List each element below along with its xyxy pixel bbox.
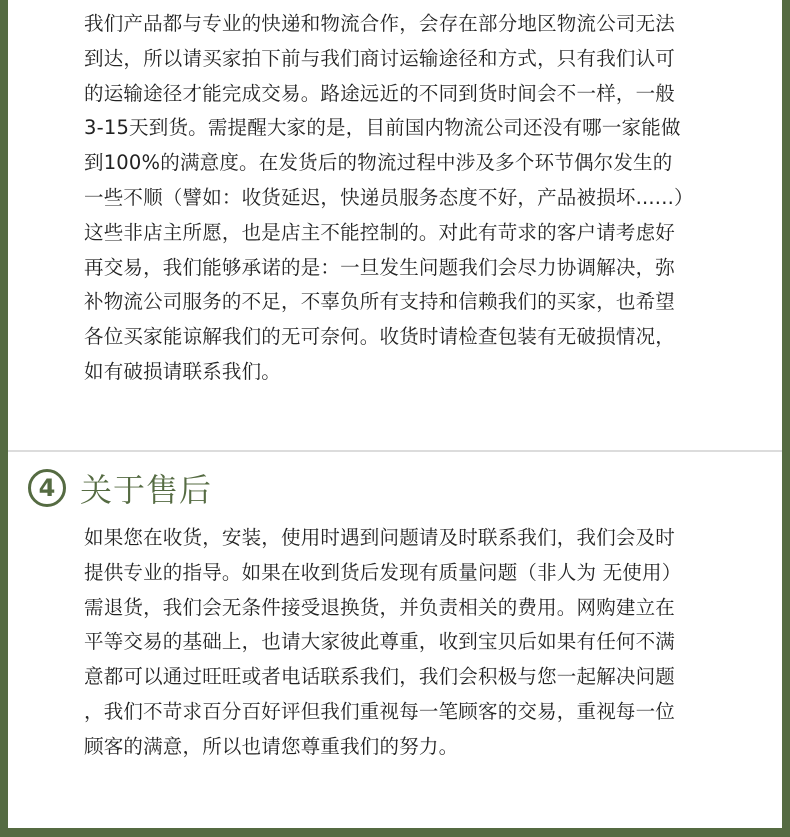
paragraph-line: 一些不顺（譬如：收货延迟，快递员服务态度不好，产品被损坏......） [84, 185, 694, 209]
paragraph-line: 意都可以通过旺旺或者电话联系我们，我们会积极与您一起解决问题 [84, 665, 676, 689]
after-sales-paragraph [84, 521, 774, 765]
paragraph-line: 到达，所以请买家拍下前与我们商讨运输途径和方式，只有我们认可 [84, 46, 676, 70]
section-divider [8, 450, 782, 452]
paragraph-line: 需退货，我们会无条件接受退换货，并负责相关的费用。网购建立在 [84, 595, 676, 619]
frame-border-right [782, 0, 790, 837]
paragraph-line: 再交易，我们能够承诺的是：一旦发生问题我们会尽力协调解决，弥 [84, 255, 676, 279]
frame-border-bottom [0, 828, 790, 837]
paragraph-line: 补物流公司服务的不足，不辜负所有支持和信赖我们的买家，也希望 [84, 290, 676, 314]
section-number-badge: 4 [28, 469, 66, 507]
paragraph-line: 平等交易的基础上，也请大家彼此尊重，收到宝贝后如果有任何不满 [84, 630, 676, 654]
paragraph-line: 各位买家能谅解我们的无可奈何。收货时请检查包装有无破损情况， [84, 325, 676, 349]
paragraph-line: 这些非店主所愿，也是店主不能控制的。对此有苛求的客户请考虑好 [84, 220, 676, 244]
paragraph-line: 如果您在收货，安装，使用时遇到问题请及时联系我们，我们会及时 [84, 526, 676, 549]
paragraph-line: 我们产品都与专业的快递和物流合作，会存在部分地区物流公司无法 [84, 12, 676, 35]
paragraph-line: 顾客的满意，所以也请您尊重我们的努力。 [84, 734, 459, 758]
shipping-paragraph [84, 7, 774, 390]
paragraph-line: 到100%的满意度。在发货后的物流过程中涉及多个环节偶尔发生的 [84, 151, 673, 175]
paragraph-line: 如有破损请联系我们。 [84, 359, 282, 383]
section-title: 关于售后 [80, 471, 213, 509]
frame-border-left [0, 0, 8, 837]
paragraph-line: ，我们不苛求百分百好评但我们重视每一笔顾客的交易，重视每一位 [84, 699, 676, 723]
paragraph-line: 3-15天到货。需提醒大家的是，目前国内物流公司还没有哪一家能做 [84, 116, 681, 140]
paragraph-line: 提供专业的指导。如果在收到货后发现有质量问题（非人为 无使用） [84, 560, 682, 584]
after-sales-heading [28, 465, 212, 511]
paragraph-line: 的运输途径才能完成交易。路途远近的不同到货时间会不一样，一般 [84, 81, 676, 105]
